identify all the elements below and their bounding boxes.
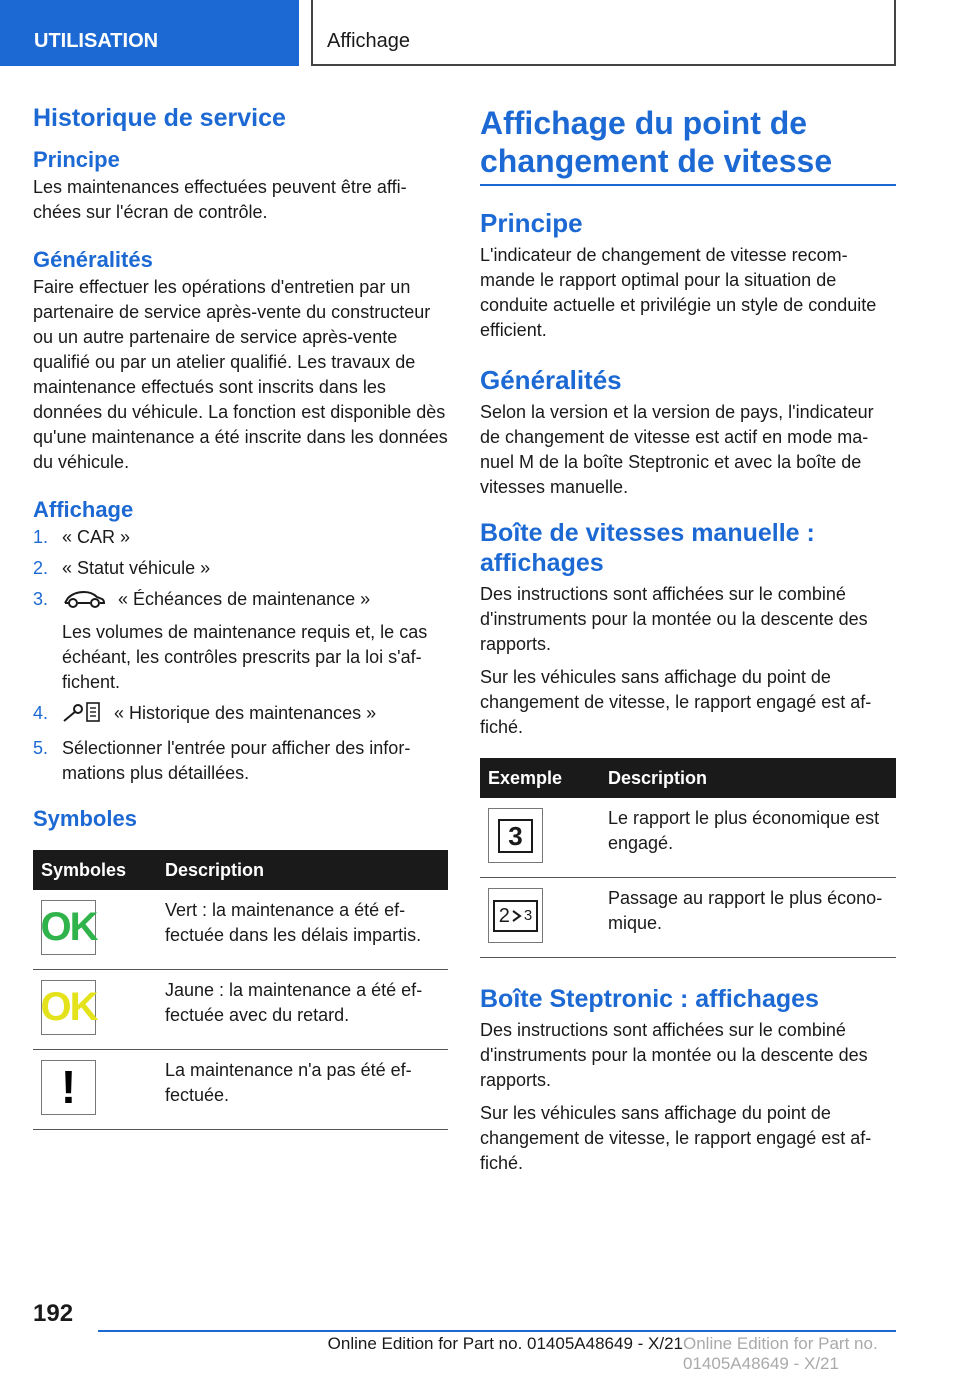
symbols-table <box>33 850 448 1130</box>
list-item: 3. « Échéances de maintenance » Les volumes de maintenance requis et, le cas échéant, les contrôles prescrits par la loi s'affichent. <box>33 589 428 692</box>
gear-example-table <box>480 758 896 958</box>
gear-display-icon: 3 <box>488 808 543 863</box>
text-manual-1: Des instructions sont affichées sur le combiné d'instruments pour la montée ou la descente des rapports. <box>480 584 868 654</box>
footer-edition: Online Edition for Part no. 01405A48649 - X/21 <box>327 1334 683 1353</box>
heading-principe: Principe <box>33 147 120 172</box>
heading-principe-right: Principe <box>480 208 583 238</box>
car-icon <box>62 589 106 616</box>
table-row: OK Vert : la maintenance a été effectuée dans les délais impartis. <box>33 890 448 970</box>
footer-divider <box>98 1330 896 1332</box>
text-manual-2: Sur les véhicules sans affichage du point de changement de vitesse, le rapport engagé est affiché. <box>480 667 872 737</box>
list-item: 2. « Statut véhicule » <box>33 558 211 578</box>
text-steptronic-1: Des instructions sont affichées sur le combiné d'instruments pour la montée ou la descente des rapports. <box>480 1020 868 1090</box>
chapter-title: Affichage <box>311 0 896 66</box>
list-item: 1. « CAR » <box>33 527 131 547</box>
table-row: 3 Le rapport le plus économique est engagé. <box>480 798 896 878</box>
footer-watermark: Online Edition for Part no. 01405A48649 - X/21 <box>683 1334 878 1373</box>
section-label: UTILISATION <box>0 0 299 66</box>
list-item: 5. Sélectionner l'entrée pour afficher des informations plus détaillées. <box>33 738 411 783</box>
table-row: 2 3 Passage au rapport le plus économique. <box>480 878 896 958</box>
steps-list <box>33 525 448 786</box>
ok-yellow-icon: OK <box>41 980 96 1035</box>
shift-arrow-icon <box>512 902 522 930</box>
gear-shift-up-icon: 2 3 <box>488 888 543 943</box>
table-header: Symboles <box>33 850 157 890</box>
heading-steptronic: Boîte Steptronic : affichages <box>480 985 819 1013</box>
table-header: Description <box>600 758 896 798</box>
ok-green-icon: OK <box>41 900 96 955</box>
text-principe: Les maintenances effectuées peuvent être affichées sur l'écran de contrôle. <box>33 177 407 222</box>
text-generalites-right: Selon la version et la version de pays, l'indicateur de changement de vitesse est actif en mode manuel M de la boîte Steptronic et avec la boîte de vitesses manuelle. <box>480 402 874 497</box>
heading-service-history: Historique de service <box>33 104 286 132</box>
heading-generalites: Généralités <box>33 247 153 272</box>
page-number: 192 <box>33 1300 74 1327</box>
exclamation-icon: ! <box>41 1060 96 1115</box>
text-principe-right: L'indicateur de changement de vitesse recommande le rapport optimal pour la situation de conduite actuelle et privilégie un style de conduite efficient. <box>480 245 877 340</box>
heading-generalites-right: Généralités <box>480 365 622 395</box>
table-header: Description <box>157 850 448 890</box>
list-item: 4. « Historique des maintenances » <box>33 701 448 730</box>
service-history-icon <box>62 701 102 730</box>
heading-symboles: Symboles <box>33 806 137 831</box>
right-column <box>480 104 896 1176</box>
table-row: OK Jaune : la maintenance a été effectuée avec du retard. <box>33 970 448 1050</box>
heading-shift-indicator: Affichage du point de changement de vitesse <box>480 104 896 186</box>
text-steptronic-2: Sur les véhicules sans affichage du point de changement de vitesse, le rapport engagé est affiché. <box>480 1103 872 1173</box>
table-row: ! La maintenance n'a pas été effectuée. <box>33 1050 448 1130</box>
text-generalites: Faire effectuer les opérations d'entretien par un partenaire de service après-vente du constructeur ou un autre partenaire de service après-vente qualifié ou par un atelier qualifié. Les travaux de maintenance effectués sont inscrits dans les données du véhicule. La fonction est disponible dès qu'une maintenance a été inscrite dans les données du véhicule. <box>33 277 448 472</box>
table-header: Exemple <box>480 758 600 798</box>
page-header <box>0 0 960 66</box>
left-column <box>33 100 448 1130</box>
heading-manual-gearbox: Boîte de vitesses manuelle : affichages <box>480 519 815 577</box>
heading-affichage: Affichage <box>33 497 134 522</box>
